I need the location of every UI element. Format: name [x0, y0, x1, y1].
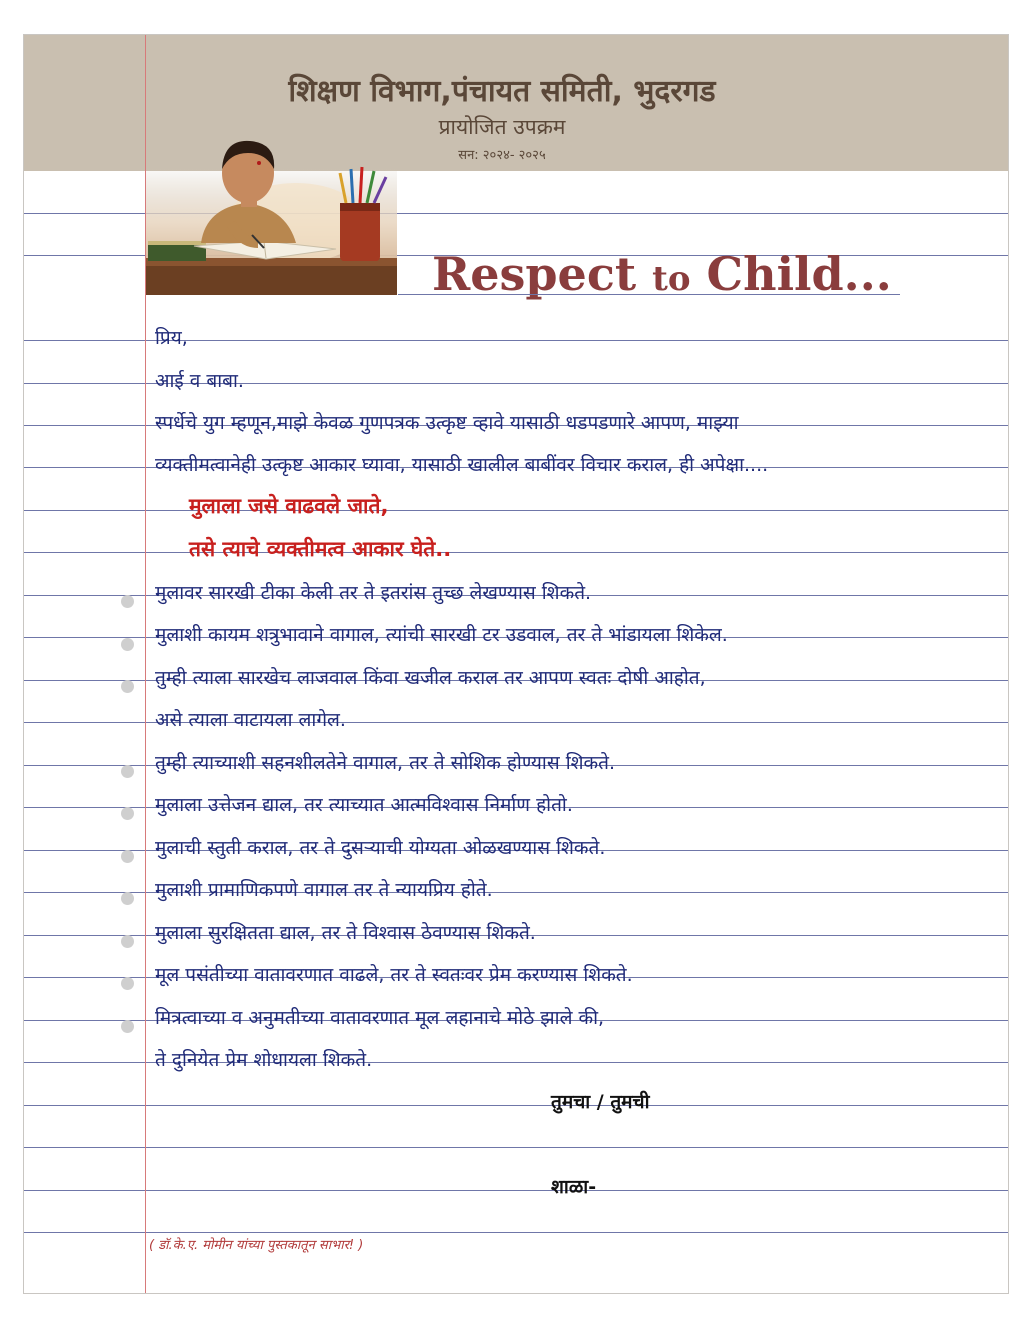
- point-line: मुलाशी कायम शत्रुभावाने वागाल, त्यांची सारखी टर उडवाल, तर ते भांडायला शिकेल.: [155, 624, 728, 646]
- point-line: असे त्याला वाटायला लागेल.: [155, 709, 346, 731]
- rule-line: [24, 510, 1008, 511]
- point-line: मुलावर सारखी टीका केली तर ते इतरांस तुच्छ लेखण्यास शिकते.: [155, 582, 592, 604]
- rule-line: [24, 1147, 1008, 1148]
- point-line: मूल पसंतीच्या वातावरणात वाढले, तर ते स्वतःवर प्रेम करण्यास शिकते.: [155, 964, 633, 986]
- bullet-dot: [121, 638, 134, 651]
- bullet-dot: [121, 977, 134, 990]
- child-studying-illustration: [146, 103, 397, 295]
- point-line: मुलाची स्तुती कराल, तर ते दुसऱ्याची योग्यता ओळखण्यास शिकते.: [155, 837, 606, 859]
- bullet-dot: [121, 935, 134, 948]
- bullet-dot: [121, 892, 134, 905]
- bullet-dot: [121, 1020, 134, 1033]
- intro-line: व्यक्तीमत्वानेही उत्कृष्ट आकार घ्यावा, यासाठी खालील बाबींवर विचार कराल, ही अपेक्षा....: [155, 454, 769, 476]
- brand-word-to: to: [652, 259, 691, 299]
- point-line: तुम्ही त्याला सारखेच लाजवाल किंवा खजील कराल तर आपण स्वतः दोषी आहोत,: [155, 667, 706, 689]
- point-line: ते दुनियेत प्रेम शोधायला शिकते.: [155, 1049, 373, 1071]
- salutation: प्रिय,: [155, 327, 188, 349]
- highlight-line: तसे त्याचे व्यक्तीमत्व आकार घेते..: [189, 537, 452, 561]
- rule-line: [24, 1232, 1008, 1233]
- brand-word-child: Child...: [706, 247, 892, 301]
- point-line: मुलाला सुरक्षितता द्याल, तर ते विश्वास ठेवण्यास शिकते.: [155, 922, 536, 944]
- point-line: मुलाशी प्रामाणिकपणे वागाल तर ते न्यायप्रिय होते.: [155, 879, 493, 901]
- point-line: तुम्ही त्याच्याशी सहनशीलतेने वागाल, तर ते सोशिक होण्यास शिकते.: [155, 752, 616, 774]
- highlight-line: मुलाला जसे वाढवले जाते,: [189, 494, 389, 518]
- rule-line: [24, 1190, 1008, 1191]
- rule-line: [24, 1105, 1008, 1106]
- header-subtitle: प्रायोजित उपक्रम: [438, 115, 566, 139]
- rule-line: [24, 552, 1008, 553]
- addressee: आई व बाबा.: [155, 370, 244, 392]
- bullet-dot: [121, 807, 134, 820]
- source-credit: ( डॉ.के.ए. मोमीन यांच्या पुस्तकातून साभार! ): [149, 1238, 364, 1253]
- point-line: मित्रत्वाच्या व अनुमतीच्या वातावरणात मूल लहानाचे मोठे झाले की,: [155, 1007, 605, 1029]
- bullet-dot: [121, 765, 134, 778]
- bullet-dot: [121, 850, 134, 863]
- respect-to-child-title: [432, 247, 892, 301]
- signoff: तुमचा / तुमची: [551, 1091, 650, 1113]
- header-year: सन: २०२४- २०२५: [458, 148, 546, 163]
- header-title: शिक्षण विभाग,पंचायत समिती, भुदरगड: [288, 74, 716, 109]
- school-label: शाळा-: [551, 1176, 597, 1198]
- bullet-dot: [121, 680, 134, 693]
- brand-word-respect: Respect: [432, 247, 637, 301]
- bullet-dot: [121, 595, 134, 608]
- point-line: मुलाला उत्तेजन द्याल, तर त्याच्यात आत्मविश्वास निर्माण होतो.: [155, 794, 573, 816]
- notebook-page: [23, 34, 1009, 1294]
- title-underline: [398, 294, 900, 295]
- intro-line: स्पर्धेचे युग म्हणून,माझे केवळ गुणपत्रक उत्कृष्ट व्हावे यासाठी धडपडणारे आपण, माझ्या: [155, 412, 739, 434]
